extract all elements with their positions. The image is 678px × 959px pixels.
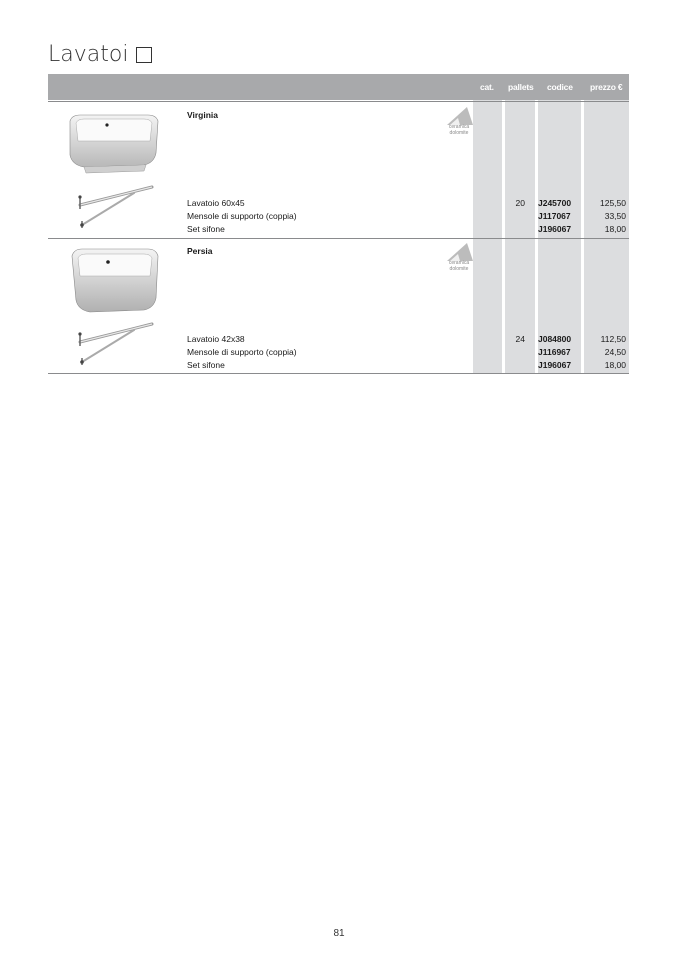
row-code: J117067 [538,211,571,221]
header-prezzo: prezzo € [590,82,623,92]
checkbox-square-icon [136,47,152,63]
page-title [48,42,152,67]
product-name: Persia [187,246,213,256]
brand-logo [442,242,476,276]
washbasin-image [68,246,162,318]
column-band-cat [473,100,502,374]
table-header [48,74,629,100]
header-codice: codice [547,82,573,92]
row-code: J084800 [538,334,572,344]
row-description: Mensole di supporto (coppia) [187,211,297,221]
triangle-logo-icon [442,242,476,262]
row-pallets: 24 [515,334,525,344]
row-description: Set sifone [187,360,225,370]
row-description: Lavatoio 42x38 [187,334,245,344]
row-pallets: 20 [515,198,525,208]
logo-text-line: dolomite [449,130,469,136]
support-bracket-image [74,183,156,229]
header-cat: cat. [480,82,494,92]
row-price: 18,00 [604,360,626,370]
section-divider [48,238,629,239]
row-code: J196067 [538,224,572,234]
product-name: Virginia [187,110,219,120]
row-description: Set sifone [187,224,225,234]
logo-text-line: ceramica [448,260,470,266]
row-price: 18,00 [604,224,626,234]
logo-text-line: dolomite [449,266,469,272]
table-bottom-rule [48,373,629,374]
row-price: 125,50 [600,198,626,208]
page-title-text: Lavatoi [48,42,129,67]
header-pallets: pallets [508,82,534,92]
washbasin-image [64,113,162,175]
row-price: 33,50 [604,211,626,221]
row-description: Mensole di supporto (coppia) [187,347,297,357]
page-number: 81 [333,928,345,939]
row-code: J116967 [538,347,571,357]
row-code: J196067 [538,360,572,370]
support-bracket-image [74,320,156,366]
triangle-logo-icon [442,106,476,126]
brand-logo [442,106,476,140]
row-price: 24,50 [604,347,626,357]
row-description: Lavatoio 60x45 [187,198,245,208]
row-price: 112,50 [600,334,626,344]
logo-text-line: ceramica [448,124,470,130]
header-rule [48,101,629,102]
row-code: J245700 [538,198,572,208]
